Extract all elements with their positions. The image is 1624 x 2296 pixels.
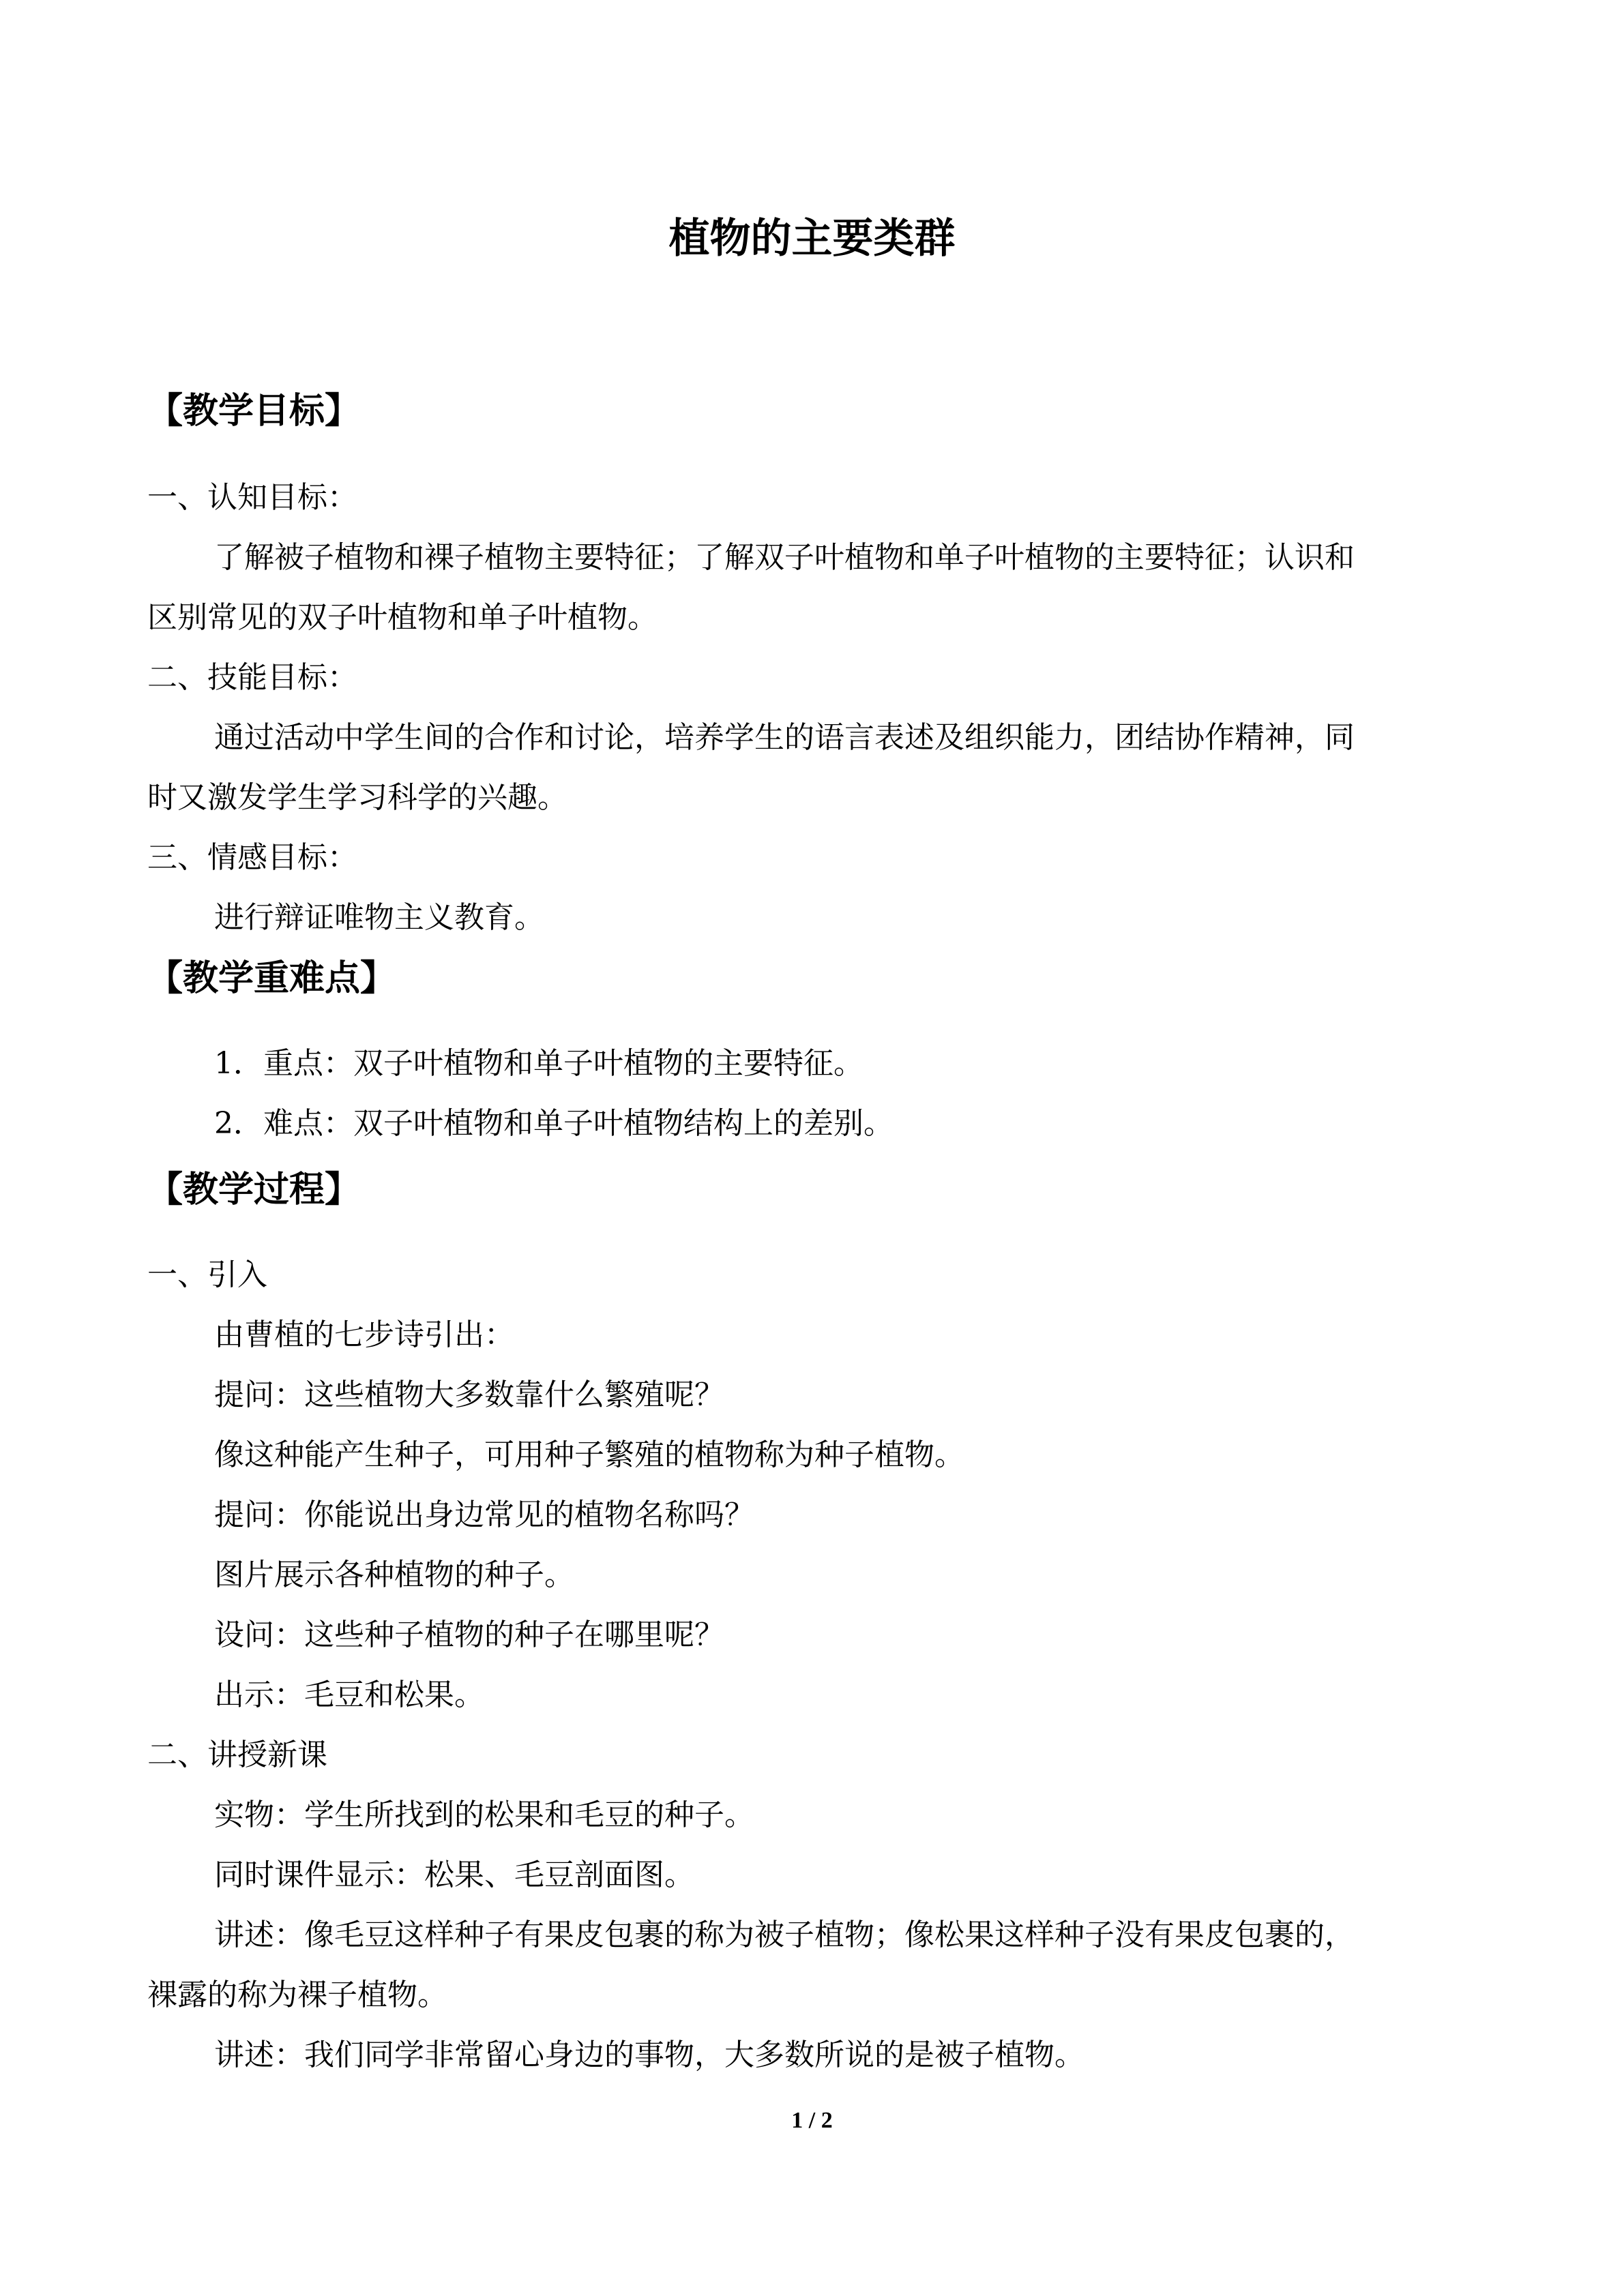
process-part2-line: 实物：学生所找到的松果和毛豆的种子。	[214, 1798, 754, 1832]
process-part2-line-wrap: 裸露的称为裸子植物。	[147, 1978, 447, 2012]
process-part1-line: 出示：毛豆和松果。	[214, 1678, 484, 1712]
objective-cognitive-label: 一、认知目标：	[147, 480, 357, 515]
key-point-2: 2．难点：双子叶植物和单子叶植物结构上的差别。	[214, 1106, 894, 1141]
process-part1-line: 由曹植的七步诗引出：	[214, 1317, 514, 1352]
process-part1-line: 提问：这些植物大多数靠什么繁殖呢？	[214, 1377, 724, 1412]
objective-skill-text: 通过活动中学生间的合作和讨论，培养学生的语言表述及组织能力，团结协作精神，同	[214, 720, 1355, 755]
section-heading-objectives: 【教学目标】	[147, 391, 361, 432]
process-part1-line: 提问：你能说出身边常见的植物名称吗？	[214, 1497, 754, 1532]
process-part2-label: 二、讲授新课	[147, 1738, 327, 1772]
process-part2-line: 讲述：像毛豆这样种子有果皮包裹的称为被子植物；像松果这样种子没有果皮包裹的，	[214, 1918, 1355, 1952]
process-part1-line: 图片展示各种植物的种子。	[214, 1557, 574, 1592]
objective-skill-text-cont: 时又激发学生学习科学的兴趣。	[147, 780, 567, 815]
process-part2-line-last: 讲述：我们同学非常留心身边的事物，大多数所说的是被子植物。	[214, 2038, 1084, 2072]
process-part1-label: 一、引入	[147, 1257, 267, 1292]
process-part1-line: 像这种能产生种子，可用种子繁殖的植物称为种子植物。	[214, 1437, 964, 1472]
section-heading-key-points: 【教学重难点】	[147, 958, 396, 999]
page-number: 1 / 2	[791, 2108, 833, 2133]
document-title: 植物的主要类群	[668, 215, 956, 263]
process-part1-line: 设问：这些种子植物的种子在哪里呢？	[214, 1617, 724, 1652]
objective-cognitive-text-cont: 区别常见的双子叶植物和单子叶植物。	[147, 600, 658, 635]
section-heading-process: 【教学过程】	[147, 1169, 361, 1210]
objective-skill-label: 二、技能目标：	[147, 660, 357, 695]
objective-emotion-text: 进行辩证唯物主义教育。	[214, 900, 544, 935]
objective-cognitive-text: 了解被子植物和裸子植物主要特征；了解双子叶植物和单子叶植物的主要特征；认识和	[214, 540, 1355, 575]
objective-emotion-label: 三、情感目标：	[147, 840, 357, 875]
process-part2-line: 同时课件显示：松果、毛豆剖面图。	[214, 1858, 694, 1892]
key-point-1: 1．重点：双子叶植物和单子叶植物的主要特征。	[214, 1046, 863, 1081]
